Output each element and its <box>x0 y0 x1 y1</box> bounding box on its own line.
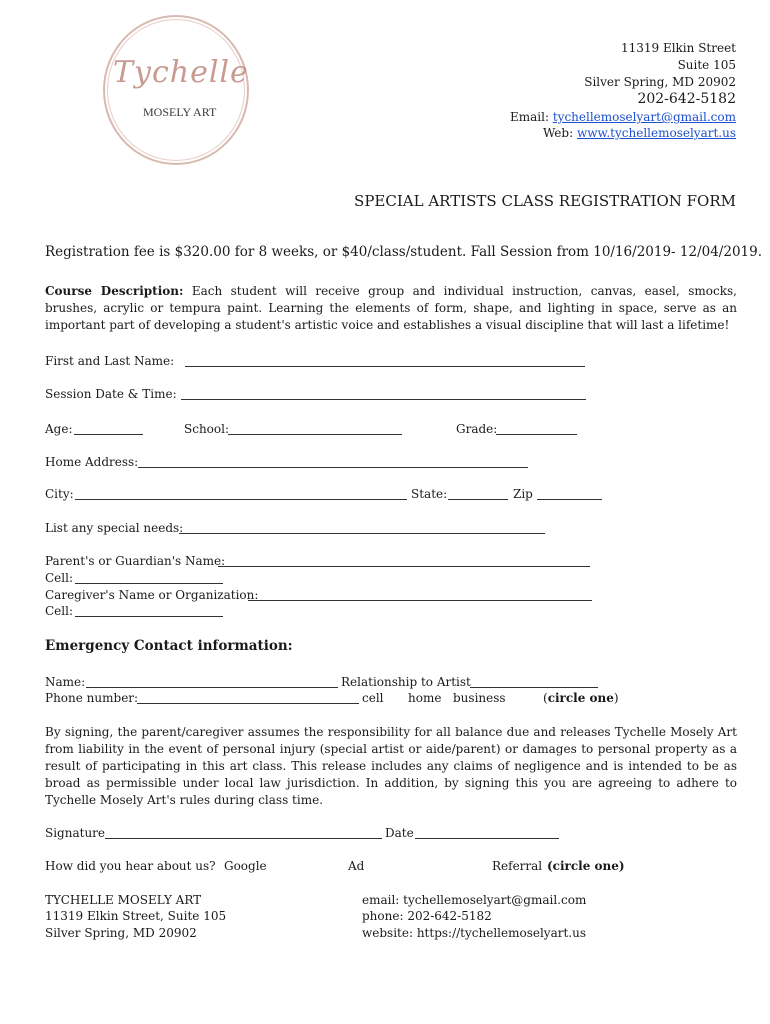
school-field[interactable] <box>228 423 402 435</box>
hear-option-ad[interactable]: Ad <box>348 859 365 873</box>
footer-city: Silver Spring, MD 20902 <box>45 926 197 940</box>
grade-field[interactable] <box>496 423 577 435</box>
tychelle-logo <box>103 15 249 165</box>
email-label: Email: <box>510 110 550 124</box>
name-field[interactable] <box>185 355 585 367</box>
address-street: 11319 Elkin Street <box>620 41 736 55</box>
grade-label: Grade: <box>456 422 498 436</box>
phone-option-cell[interactable]: cell <box>362 691 384 705</box>
zip-label: Zip <box>513 487 533 501</box>
special-needs-label: List any special needs: <box>45 521 184 535</box>
address-web-line <box>543 125 736 141</box>
form-title: SPECIAL ARTISTS CLASS REGISTRATION FORM <box>354 192 736 210</box>
circle-one-note <box>543 690 619 706</box>
age-field[interactable] <box>74 423 143 435</box>
date-field[interactable] <box>415 827 559 839</box>
logo-inner-ring <box>107 19 249 161</box>
date-label: Date <box>385 826 414 840</box>
logo-script-text: Tychelle <box>113 55 249 90</box>
signature-label: Signature <box>45 826 106 840</box>
hear-option-referral[interactable]: Referral <box>492 859 543 873</box>
fee-line: Registration fee is $320.00 for 8 weeks, or $40/class/student. Fall Session from 10/16/2019- 12/04/2019. <box>45 244 763 260</box>
address-suite: Suite 105 <box>677 58 736 72</box>
address-city: Silver Spring, MD 20902 <box>584 75 736 89</box>
city-field[interactable] <box>75 488 407 500</box>
guardian-cell-field[interactable] <box>75 572 223 584</box>
relationship-field[interactable] <box>470 676 598 688</box>
logo-subtitle: MOSELY ART <box>143 105 217 119</box>
release-paragraph: By signing, the parent/caregiver assumes the responsibility for all balance due and releases Tychelle Mosely Art from liability in the event of personal injury (special artist or aide/parent) or damages to personal property as a result of participating in this art class. This release includes any claims of negligence and is intended to be as broad as permissible under local law jurisdiction. In addition, by signing this you are agreeing to adhere to Tychelle Mosely Art's rules during class time. <box>45 725 737 807</box>
caregiver-field[interactable] <box>248 589 592 601</box>
emergency-name-label: Name: <box>45 675 86 689</box>
session-field[interactable] <box>181 388 586 400</box>
home-address-field[interactable] <box>138 456 528 468</box>
session-label: Session Date & Time: <box>45 387 177 401</box>
guardian-cell-label: Cell: <box>45 571 74 585</box>
phone-option-business[interactable]: business <box>453 691 506 705</box>
address-email-line <box>510 109 736 125</box>
city-label: City: <box>45 487 74 501</box>
footer-phone: phone: 202-642-5182 <box>362 909 492 923</box>
email-link[interactable]: tychellemoselyart@gmail.com <box>552 110 736 124</box>
footer-website: website: https://tychellemoselyart.us <box>362 926 586 940</box>
emergency-phone-field[interactable] <box>137 692 359 704</box>
home-address-label: Home Address: <box>45 455 139 469</box>
caregiver-cell-field[interactable] <box>75 605 223 617</box>
address-phone: 202-642-5182 <box>637 91 736 107</box>
circle-close-paren: ) <box>613 691 619 705</box>
hear-question: How did you hear about us? <box>45 859 216 873</box>
guardian-field[interactable] <box>218 555 590 567</box>
course-description-text: Each student will receive group and individual instruction, canvas, easel, smocks, brushes, acrylic or tempura paint. Learning the elements of form, shape, and lighting in space, serve as an important part of developing a student's artistic voice and establishes a visual discipline that will last a lifetime! <box>45 284 737 332</box>
footer-name: TYCHELLE MOSELY ART <box>45 893 202 907</box>
zip-field[interactable] <box>537 488 602 500</box>
state-label: State: <box>411 487 448 501</box>
hear-circle-one: (circle one) <box>547 859 625 873</box>
emergency-heading: Emergency Contact information: <box>45 638 293 654</box>
circle-open-paren: ( <box>543 691 548 705</box>
course-description <box>45 283 737 334</box>
signature-field[interactable] <box>105 827 382 839</box>
footer-street: 11319 Elkin Street, Suite 105 <box>45 909 227 923</box>
school-label: School: <box>184 422 229 436</box>
state-field[interactable] <box>448 488 508 500</box>
circle-one-text: circle one <box>547 691 614 705</box>
relationship-label: Relationship to Artist <box>341 675 471 689</box>
course-description-label: Course Description: <box>45 284 184 298</box>
emergency-name-field[interactable] <box>86 676 338 688</box>
caregiver-label: Caregiver's Name or Organization: <box>45 588 259 602</box>
phone-option-home[interactable]: home <box>408 691 442 705</box>
footer-email: email: tychellemoselyart@gmail.com <box>362 893 587 907</box>
special-needs-field[interactable] <box>179 522 545 534</box>
web-link[interactable]: www.tychellemoselyart.us <box>576 126 736 140</box>
emergency-phone-label: Phone number: <box>45 691 139 705</box>
hear-option-google[interactable]: Google <box>224 859 267 873</box>
age-label: Age: <box>45 422 73 436</box>
web-label: Web: <box>542 126 574 140</box>
caregiver-cell-label: Cell: <box>45 604 74 618</box>
guardian-label: Parent's or Guardian's Name: <box>45 554 226 568</box>
name-label: First and Last Name: <box>45 354 175 368</box>
